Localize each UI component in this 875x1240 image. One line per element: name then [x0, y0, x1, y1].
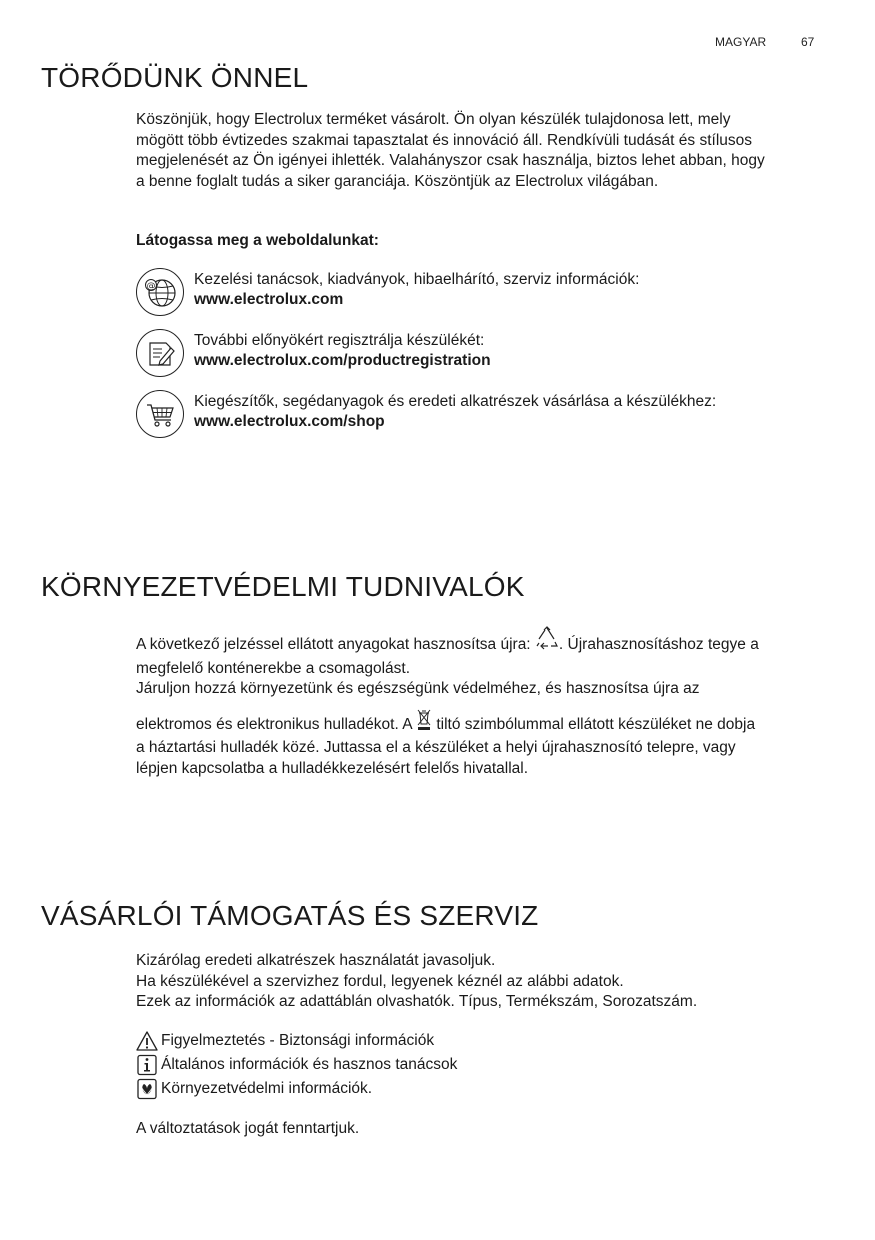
link-description: Kezelési tanácsok, kiadványok, hibaelhárító, szerviz információk: [194, 271, 640, 288]
service-line: Ezek az információk az adattáblán olvashatók. Típus, Termékszám, Sorozatszám. [136, 993, 698, 1010]
link-description: További előnyökért regisztrálja készülékét: [194, 332, 485, 349]
header-language: MAGYAR [715, 35, 767, 49]
environment-paragraph [136, 620, 836, 779]
link-text [194, 392, 834, 432]
intro-paragraph [136, 110, 826, 192]
service-paragraph [136, 951, 826, 1013]
service-line: Ha készülékével a szervizhez fordul, legyenek kéznél az alábbi adatok. [136, 972, 624, 990]
section-title-environment: KÖRNYEZETVÉDELMI TUDNIVALÓK [41, 571, 525, 602]
legend-warning [136, 1030, 434, 1052]
website-link[interactable]: www.electrolux.com [194, 291, 344, 308]
intro-line: megjelenését az Ön igényei ihlették. Valahányszor csak használja, biztos lehet abban, hogy [136, 152, 765, 169]
intro-line: Köszönjük, hogy Electrolux terméket vásárolt. Ön olyan készülék tulajdonosa lett, mely [136, 111, 731, 128]
recycle-icon [535, 626, 559, 659]
svg-text:@: @ [146, 281, 156, 292]
link-text [194, 270, 834, 310]
environment-line [136, 626, 836, 659]
intro-line: a benne foglalt tudás a siker garanciája. Köszöntjük az Electrolux világában. [136, 172, 659, 190]
environment-line: Járuljon hozzá környezetünk és egészségünk védelméhez, és hasznosítsa újra az [136, 680, 700, 697]
environment-icon [136, 1078, 158, 1100]
page-number: 67 [801, 35, 815, 49]
environment-line [136, 708, 836, 739]
legend-environment [136, 1078, 372, 1100]
visit-website-label: Látogassa meg a weboldalunkat: [136, 232, 379, 249]
section-title-service: VÁSÁRLÓI TÁMOGATÁS ÉS SZERVIZ [41, 900, 539, 931]
environment-line: lépjen kapcsolatba a hulladékkezelésért felelős hivatallal. [136, 759, 529, 777]
globe-icon [136, 268, 184, 316]
registration-icon [136, 329, 184, 377]
environment-line: megfelelő konténerekbe a csomagolást. [136, 659, 410, 677]
intro-line: mögött több évtizedes szakmai tapasztalat és innováció áll. Rendkívüli tudását és stílusos [136, 131, 753, 149]
shopping-cart-icon [136, 390, 184, 438]
environment-text: tiltó szimbólummal ellátott készüléket ne dobja [432, 715, 756, 733]
legend-info [136, 1054, 457, 1076]
website-link[interactable]: www.electrolux.com/productregistration [194, 352, 491, 369]
crossed-bin-icon [416, 708, 432, 739]
info-icon [136, 1054, 158, 1076]
website-link[interactable]: www.electrolux.com/shop [194, 413, 385, 430]
warning-icon [136, 1030, 158, 1052]
link-description: Kiegészítők, segédanyagok és eredeti alkatrészek vásárlása a készülékhez: [194, 393, 717, 410]
legend-text: Figyelmeztetés - Biztonsági információk [161, 1032, 435, 1049]
service-line: Kizárólag eredeti alkatrészek használatát javasoljuk. [136, 952, 496, 969]
closing-note: A változtatások jogát fenntartjuk. [136, 1120, 360, 1137]
legend-text: Környezetvédelmi információk. [161, 1080, 373, 1097]
environment-text: elektromos és elektronikus hulladékot. A [136, 715, 417, 733]
environment-text: . Újrahasznosításhoz tegye a [558, 636, 759, 653]
environment-text: A következő jelzéssel ellátott anyagokat hasznosítsa újra: [136, 636, 535, 653]
environment-line: a háztartási hulladék közé. Juttassa el a készüléket a helyi újrahasznosító telepre, vagy [136, 739, 736, 756]
legend-text: Általános információk és hasznos tanácsok [161, 1056, 458, 1073]
link-text [194, 331, 834, 371]
section-title-care: TÖRŐDÜNK ÖNNEL [41, 62, 309, 93]
